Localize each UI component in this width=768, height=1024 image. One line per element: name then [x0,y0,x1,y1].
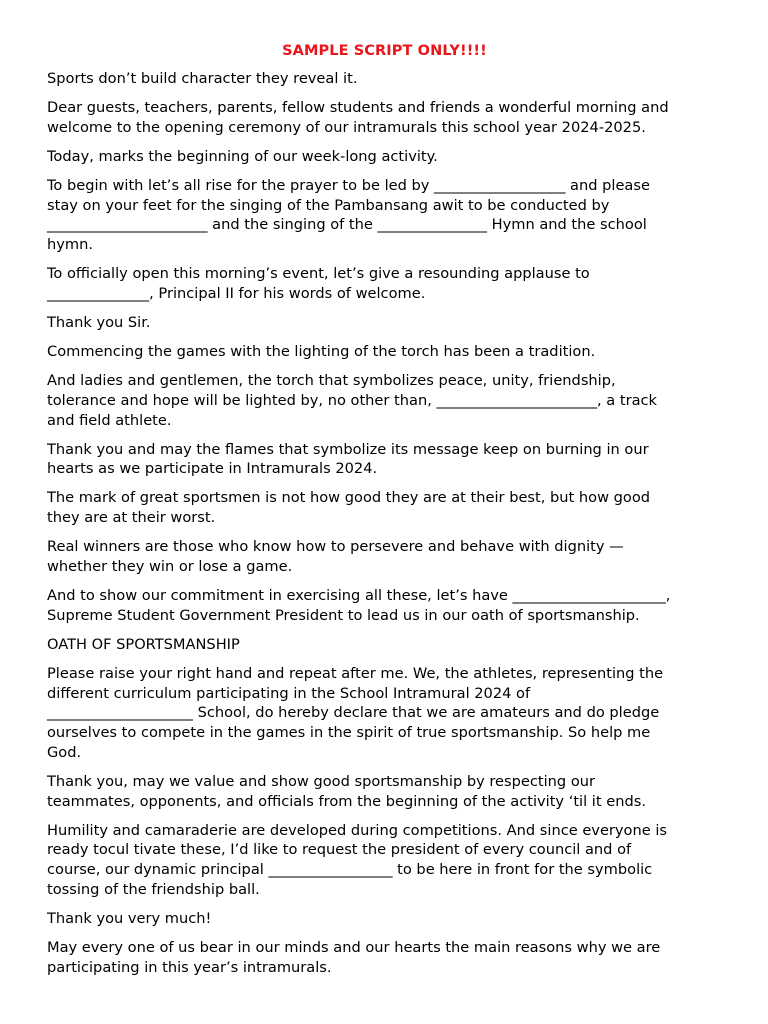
paragraph-6: Thank you Sir. [47,313,151,331]
paragraph-8: And ladies and gentlemen, the torch that symbolizes peace, unity, friendship, tolerance and hope will be lighted by, no other than, ______________________, a track and field athlete. [47,372,658,429]
paragraph-7: Commencing the games with the lighting of the torch has been a tradition. [47,343,596,361]
document-body [47,69,722,977]
paragraph-11: Real winners are those who know how to persevere and behave with dignity — whether they win or lose a game. [47,538,624,575]
paragraph-2: Dear guests, teachers, parents, fellow students and friends a wonderful morning and welcome to the opening ceremony of our intramurals this school year 2024-2025. [47,99,669,136]
paragraph-1: Sports don’t build character they reveal it. [47,70,358,87]
paragraph-18: May every one of us bear in our minds and our hearts the main reasons why we are participating in this year’s intramurals. [47,938,661,976]
paragraph-4: To begin with let’s all rise for the prayer to be led by __________________ and please stay on your feet for the singing of the Pambansang awit to be conducted by ______________________ and the singing of the _______________ Hymn and the school hymn. [47,176,650,254]
paragraph-9: Thank you and may the flames that symbolize its message keep on burning in our hearts as we participate in Intramurals 2024. [47,440,649,478]
paragraph-10: The mark of great sportsmen is not how good they are at their best, but how good they are at their worst. [47,489,651,527]
paragraph-15: Thank you, may we value and show good sportsmanship by respecting our teammates, opponents, and officials from the beginning of the activity ‘til it ends. [47,772,646,810]
paragraph-3: Today, marks the beginning of our week-long activity. [47,147,438,165]
paragraph-12: And to show our commitment in exercising all these, let’s have _____________________, Supreme Student Government President to lead us in our oath of sportsmanship. [47,587,671,624]
section-heading-oath: OATH OF SPORTSMANSHIP [47,635,240,653]
paragraph-5: To officially open this morning’s event, let’s give a resounding applause to ______________, Principal II for his words of welcome. [47,265,590,302]
document-title: SAMPLE SCRIPT ONLY!!!! [282,43,487,59]
paragraph-16: Humility and camaraderie are developed during competitions. And since everyone is ready tocul tivate these, I’d like to request the president of every council and of course, our dynamic principal _________________ to be here in front for the symbolic tossing of the friendship ball. [47,821,668,898]
paragraph-17: Thank you very much! [47,909,212,927]
paragraph-14: Please raise your right hand and repeat after me. We, the athletes, representing the different curriculum participating in the School Intramural 2024 of ____________________ School, do hereby declare that we are amateurs and do pledge ourselves to compete in the games in the spirit of true sportsmanship. So help me God. [47,664,664,761]
